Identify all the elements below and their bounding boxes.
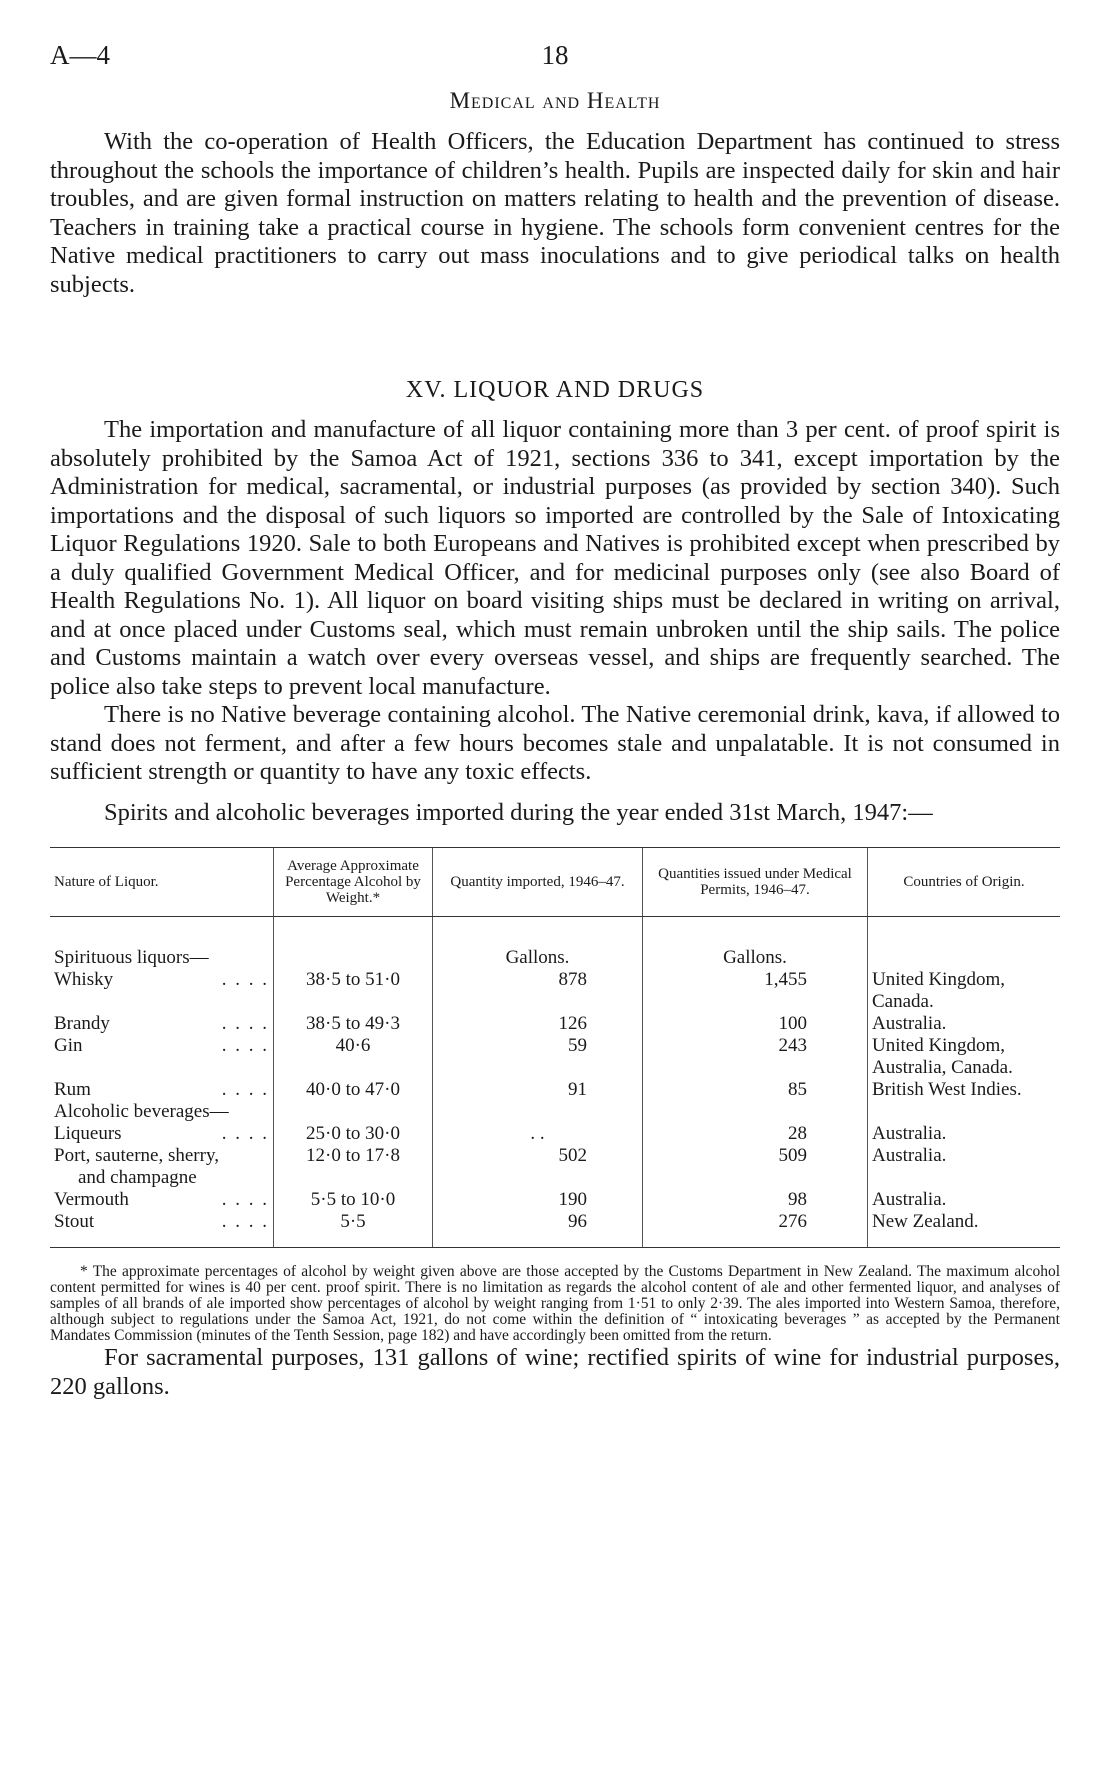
table-row <box>50 1145 1060 1189</box>
unit-label: Gallons. <box>643 947 868 969</box>
table-row <box>50 1035 1060 1079</box>
issued-cell: 100 <box>643 1013 868 1035</box>
header-percentage: Average Approximate Percentage Alcohol by Weight.* <box>274 848 433 917</box>
percentage-cell: 5·5 <box>274 1211 433 1248</box>
issued-cell: 98 <box>643 1189 868 1211</box>
liquor-imports-table <box>50 847 1060 1248</box>
header-issued: Quantities issued under Medical Permits, 1946–47. <box>643 848 868 917</box>
leader-dots: . . . . <box>221 1079 269 1100</box>
origin-cell: Australia. <box>868 1123 1061 1145</box>
leader-dots: . . . . <box>221 1123 269 1144</box>
liquor-name: Whisky <box>54 969 114 990</box>
quantity-cell: 878 <box>433 969 643 1013</box>
document-page <box>50 40 1060 1401</box>
liquor-name: Brandy <box>54 1013 110 1034</box>
paragraph-liquor-law: The importation and manufacture of all liquor containing more than 3 per cent. of proof spirit is absolutely prohibited by the Samoa Act of 1921, sections 336 to 341, except importation by the Administration for medical, sacramental, or industrial purposes (as provided by section 340). Such importations and the disposal of such liquors so imported are controlled by the Sale of Intoxicating Liquor Regulations 1920. Sale to both Europeans and Natives is prohibited except when prescribed by a duly qualified Government Medical Officer, and for medicinal purposes only (see also Board of Health Regulations No. 1). All liquor on board visiting ships must be declared in writing on arrival, and at once placed under Customs seal, which must remain unbroken until the ship sails. The police and Customs maintain a watch over every overseas vessel, and ships are frequently searched. The police also take steps to prevent local manufacture. <box>50 416 1060 700</box>
quantity-cell: 502 <box>433 1145 643 1189</box>
quantity-cell: 190 <box>433 1189 643 1211</box>
origin-cell: Australia. <box>868 1145 1061 1189</box>
percentage-cell: 40·6 <box>274 1035 433 1079</box>
header-nature: Nature of Liquor. <box>50 848 274 917</box>
unit-label: Gallons. <box>433 947 643 969</box>
quantity-cell: . . <box>433 1123 643 1145</box>
issued-cell: 276 <box>643 1211 868 1248</box>
origin-cell: Australia. <box>868 1189 1061 1211</box>
origin-cell: United Kingdom, Australia, Canada. <box>868 1035 1061 1079</box>
quantity-cell: 59 <box>433 1035 643 1079</box>
group-label: Alcoholic beverages— <box>54 1101 229 1122</box>
table-row <box>50 1101 1060 1123</box>
quantity-cell: 126 <box>433 1013 643 1035</box>
header-origin: Countries of Origin. <box>868 848 1061 917</box>
document-reference: A—4 <box>50 40 110 70</box>
page-header <box>50 40 1060 80</box>
percentage-cell: 25·0 to 30·0 <box>274 1123 433 1145</box>
liquor-name: Rum <box>54 1079 91 1100</box>
table-header-row <box>50 848 1060 917</box>
issued-cell: 243 <box>643 1035 868 1079</box>
issued-cell: 28 <box>643 1123 868 1145</box>
group-label: Spirituous liquors— <box>54 947 209 968</box>
percentage-cell: 40·0 to 47·0 <box>274 1079 433 1101</box>
leader-dots: . . . . <box>221 1035 269 1056</box>
section-heading-medical: Medical and Health <box>449 88 661 113</box>
header-quantity: Quantity imported, 1946–47. <box>433 848 643 917</box>
issued-cell: 1,455 <box>643 969 868 1013</box>
origin-cell: New Zealand. <box>868 1211 1061 1248</box>
leader-dots: . . . . <box>221 1013 269 1034</box>
origin-cell: British West Indies. <box>868 1079 1061 1101</box>
issued-cell: 509 <box>643 1145 868 1189</box>
liquor-name: Port, sauterne, sherry, <box>54 1145 219 1166</box>
table-footnote: * The approximate percentages of alcohol by weight given above are those accepted by the Customs Department in New Zealand. The maximum alcohol content permitted for wines is 40 per cent. proof spirit. There is no limitation as regards the alcohol content of ale and other fermented liquor, and analyses of samples of all brands of ale imported show percentages of alcohol by weight ranging from 1·51 to only 2·39. The ales imported into Western Samoa, therefore, although subject to regulations under the Samoa Act, 1921, do not come within the definition of “ intoxicating beverages ” as accepted by the Permanent Mandates Commission (minutes of the Tenth Session, page 182) and have accordingly been omitted from the return. <box>50 1263 1060 1344</box>
quantity-cell: 96 <box>433 1211 643 1248</box>
liquor-name-continued: and champagne <box>78 1167 197 1188</box>
table-row <box>50 1123 1060 1145</box>
table-row <box>50 1189 1060 1211</box>
issued-cell: 85 <box>643 1079 868 1101</box>
percentage-cell: 38·5 to 51·0 <box>274 969 433 1013</box>
paragraph-medical: With the co-operation of Health Officers, the Education Department has continued to stress throughout the schools the importance of children’s health. Pupils are inspected daily for skin and hair troubles, and are given formal instruction on matters relating to health and the prevention of disease. Teachers in training take a practical course in hygiene. The schools form convenient centres for the Native medical practitioners to carry out mass inoculations and to give periodical talks on health subjects. <box>50 128 1060 298</box>
leader-dots: . . . . <box>221 1189 269 1210</box>
origin-cell: United Kingdom, Canada. <box>868 969 1061 1013</box>
origin-cell: Australia. <box>868 1013 1061 1035</box>
leader-dots: . . . . <box>221 969 269 990</box>
liquor-name: Vermouth <box>54 1189 129 1210</box>
table-row <box>50 947 1060 969</box>
percentage-cell: 12·0 to 17·8 <box>274 1145 433 1189</box>
quantity-cell: 91 <box>433 1079 643 1101</box>
leader-dots: . . . . <box>221 1211 269 1232</box>
table-row <box>50 969 1060 1013</box>
table-row <box>50 1013 1060 1035</box>
liquor-name: Liqueurs <box>54 1123 122 1144</box>
table-row <box>50 1079 1060 1101</box>
paragraph-closing: For sacramental purposes, 131 gallons of wine; rectified spirits of wine for industrial purposes, 220 gallons. <box>50 1344 1060 1400</box>
paragraph-native-beverage: There is no Native beverage containing alcohol. The Native ceremonial drink, kava, if allowed to stand does not ferment, and after a few hours becomes stale and unpalatable. It is not consumed in sufficient strength or quantity to have any toxic effects. <box>50 701 1060 785</box>
chapter-title: XV. LIQUOR AND DRUGS <box>405 377 705 403</box>
paragraph-table-intro: Spirits and alcoholic beverages imported during the year ended 31st March, 1947:— <box>104 798 933 826</box>
percentage-cell: 38·5 to 49·3 <box>274 1013 433 1035</box>
percentage-cell: 5·5 to 10·0 <box>274 1189 433 1211</box>
liquor-name: Stout <box>54 1211 95 1232</box>
page-number: 18 <box>541 40 569 70</box>
table-row <box>50 1211 1060 1248</box>
liquor-name: Gin <box>54 1035 83 1056</box>
